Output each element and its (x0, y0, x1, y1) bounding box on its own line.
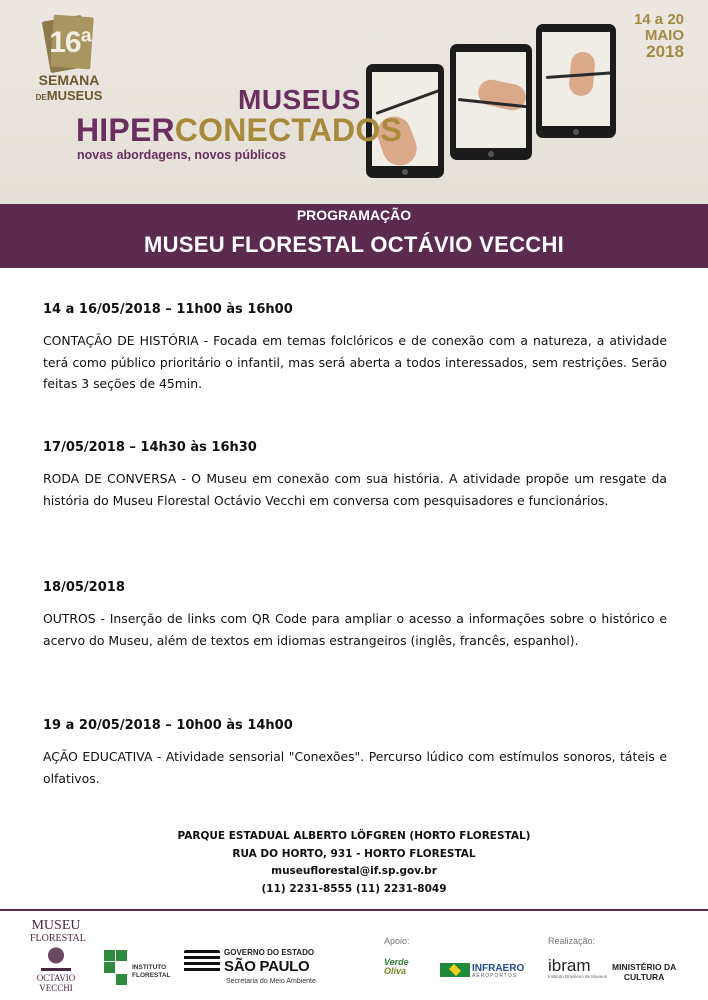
gov-secretaria: Secretaria do Meio Ambiente (226, 978, 316, 985)
verde-line2: Oliva (384, 966, 407, 976)
brazil-flag-icon (440, 963, 470, 977)
if-logo-text (132, 964, 171, 980)
event-datetime: 18/05/2018 (43, 580, 125, 595)
ministerio-cultura-logo (612, 962, 676, 982)
tablet-home-button (573, 129, 579, 135)
tablet-screen (456, 52, 526, 148)
museum-address (0, 828, 708, 898)
date-range: 14 a 20 (633, 11, 684, 28)
title-hiper: HIPER (76, 112, 175, 148)
instituto-florestal-logo (104, 950, 176, 990)
logo-de: DE (35, 93, 47, 102)
event-datetime: 14 a 16/05/2018 – 11h00 às 16h00 (43, 302, 293, 317)
if-logo-block (104, 962, 115, 973)
ibram-logo: ibram (548, 956, 591, 975)
address-email[interactable]: museuflorestal@if.sp.gov.br (271, 865, 437, 877)
if-logo-block (116, 950, 127, 961)
mf-logo-line3: OCTAVIO VECCHI (36, 973, 76, 993)
wire-illustration (375, 88, 438, 115)
infraero-logo (440, 962, 526, 978)
event-description: CONTAÇÃO DE HISTÓRIA - Focada em temas folclóricos e de conexão com a natureza, a atividade terá como público prioritário o infantil, mas será aberta a todos interessados, sem restrições. Serão feitas 3 seções de 45min. (43, 333, 667, 391)
event-description: OUTROS - Inserção de links com QR Code para ampliar o acesso a informações sobre o histórico e acervo do Museu, além de textos em idiomas estrangeiros (inglês, francês, espanhol). (43, 611, 667, 648)
apoio-label: Apoio: (384, 936, 410, 946)
gov-label: GOVERNO DO ESTADO (224, 948, 315, 957)
edition-number: 16ª (49, 26, 91, 59)
title-conectados: CONECTADOS (174, 112, 402, 148)
tablet-screen (542, 32, 610, 126)
if-logo-block (104, 950, 115, 961)
if-logo-block (116, 974, 127, 985)
campaign-subtitle: novas abordagens, novos públicos (77, 148, 287, 162)
tablet-illustration-middle (450, 44, 532, 160)
tablet-home-button (488, 151, 494, 157)
tree-icon (41, 947, 71, 971)
museum-name: MUSEU FLORESTAL OCTÁVIO VECCHI (143, 232, 565, 257)
footer-divider (0, 909, 708, 911)
event-datetime: 19 a 20/05/2018 – 10h00 às 14h00 (43, 718, 293, 733)
event-item (43, 578, 667, 651)
semana-de-museus-logo (34, 12, 104, 102)
sao-paulo-flag-icon (184, 950, 220, 974)
event-item (43, 438, 667, 511)
logo-semana: SEMANA (38, 72, 100, 88)
infraero-text: INFRAERO (472, 963, 525, 974)
event-description: RODA DE CONVERSA - O Museu em conexão com sua história. A atividade propõe um resgate da história do Museu Florestal Octávio Vecchi em conversa com pesquisadores e funcionários. (43, 471, 667, 508)
program-header (0, 204, 708, 268)
event-item (43, 300, 667, 395)
governo-sao-paulo-logo (184, 946, 324, 990)
verde-oliva-logo (384, 958, 409, 976)
event-description: AÇÃO EDUCATIVA - Atividade sensorial "Conexões". Percurso lúdico com estímulos sonoros, táteis e olfativos. (43, 749, 667, 786)
logo-de-museus (34, 88, 104, 103)
address-phones: (11) 2231-8555 (11) 2231-8049 (261, 882, 447, 895)
campaign-title-line2 (76, 114, 402, 146)
section-label: PROGRAMAÇÃO (296, 207, 412, 223)
tablet-home-button (402, 169, 408, 175)
infraero-subtext: AEROPORTOS (472, 973, 518, 979)
museu-florestal-logo (30, 918, 86, 993)
mf-logo-line2: FLORESTAL (30, 933, 86, 944)
campaign-title-line1: MUSEUS (238, 84, 361, 115)
if-logo-line1: INSTITUTO (132, 964, 167, 971)
verde-line1: Verde (384, 957, 409, 967)
mf-logo-line1: MUSEU (31, 918, 81, 933)
minc-line1: MINISTÉRIO DA (612, 962, 677, 972)
event-item (43, 716, 667, 789)
minc-line2: CULTURA (623, 972, 665, 982)
gov-state: SÃO PAULO (224, 958, 310, 975)
realizacao-label: Realização: (548, 936, 596, 946)
date-month: MAIO (644, 27, 684, 44)
date-year: 2018 (646, 42, 684, 61)
address-park: PARQUE ESTADUAL ALBERTO LÖFGREN (HORTO FLORESTAL) (177, 830, 531, 842)
tablet-illustration-right (536, 24, 616, 138)
ibram-subtext: Instituto Brasileiro de Museus (548, 974, 608, 979)
header-banner (0, 0, 708, 204)
if-logo-line2: FLORESTAL (132, 972, 171, 979)
sponsor-footer (0, 912, 708, 1000)
logo-museus: MUSEUS (46, 88, 103, 103)
address-street: RUA DO HORTO, 931 - HORTO FLORESTAL (232, 847, 476, 860)
event-datetime: 17/05/2018 – 14h30 às 16h30 (43, 440, 257, 455)
event-dates (624, 12, 684, 61)
